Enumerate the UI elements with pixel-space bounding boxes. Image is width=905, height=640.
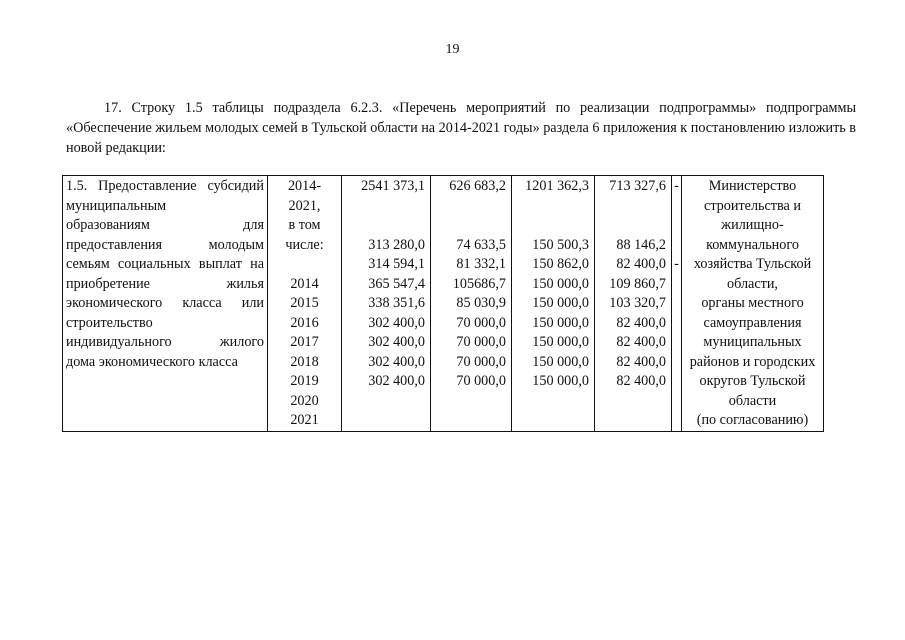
total-funding-value [345, 197, 425, 217]
description-cell [63, 176, 268, 432]
federal-funding-value: 105686,7 [452, 275, 506, 292]
regional-funding-value [515, 197, 589, 217]
description-line: дома экономического класса [66, 353, 238, 370]
total-funding-value: 2541 373,1 [361, 178, 425, 194]
other-funding-value [672, 275, 681, 295]
other-funding-value [672, 197, 681, 217]
year-line [271, 255, 338, 275]
other-funding-value [672, 353, 681, 373]
year-line: 2021, [288, 197, 321, 214]
year-line: 2019 [290, 373, 319, 389]
responsible-line: округов Тульской [699, 373, 806, 389]
total-funding-value: 365 547,4 [368, 275, 425, 292]
description-line: строительство [66, 314, 153, 331]
regional-funding-value: 150 000,0 [532, 373, 589, 389]
total-funding-cell [342, 176, 431, 432]
regional-funding-value: 150 000,0 [532, 314, 589, 331]
other-funding-value: - [674, 178, 679, 194]
federal-funding-value: 70 000,0 [456, 314, 506, 331]
other-funding-value [672, 314, 681, 334]
federal-funding-value: 85 030,9 [456, 295, 506, 311]
local-funding-value: 82 400,0 [616, 256, 666, 272]
responsible-line: (по согласованию) [696, 412, 809, 428]
other-funding-value [672, 236, 681, 256]
intro-text: 17. Строку 1.5 таблицы подраздела 6.2.3. «Перечень мероприятий по реализации подпрограммы» подпрограммы «Обеспечение жильем молодых семей в Тульской области на 2014-2021 годы» раздела 6 приложения к постановлению изложить в новой редакции: [66, 100, 856, 156]
total-funding-value: 302 400,0 [368, 334, 425, 350]
other-funding-value [672, 372, 681, 392]
regional-funding-value [515, 392, 589, 412]
local-funding-value: 82 400,0 [616, 373, 666, 389]
regional-funding-value [515, 411, 589, 431]
federal-funding-value: 70 000,0 [456, 353, 506, 370]
federal-funding-value [434, 197, 506, 217]
year-line: 2014- [287, 178, 322, 194]
total-funding-value: 302 400,0 [368, 353, 425, 370]
measures-table [62, 175, 824, 432]
responsible-line: хозяйства Тульской [693, 256, 812, 272]
total-funding-value: 338 351,6 [368, 295, 425, 311]
description-line: семьям социальных выплат на [66, 256, 264, 272]
federal-funding-value: 626 683,2 [449, 178, 506, 194]
description-line: образованиям для [66, 217, 264, 233]
responsible-line: строительства и [704, 197, 801, 214]
total-funding-value [345, 216, 425, 236]
regional-funding-value: 150 000,0 [532, 275, 589, 292]
regional-funding-cell [512, 176, 595, 432]
total-funding-value: 302 400,0 [368, 373, 425, 389]
responsible-line: области [728, 392, 777, 409]
description-line: экономического класса или [66, 295, 264, 311]
year-line: 2015 [290, 295, 319, 311]
responsible-cell [682, 176, 824, 432]
local-funding-cell [595, 176, 672, 432]
year-line: 2017 [290, 334, 319, 350]
year-line: в том [288, 217, 321, 233]
year-line: 2018 [290, 353, 319, 370]
other-funding-value [672, 411, 681, 431]
local-funding-value: 103 320,7 [609, 295, 666, 311]
other-funding-value [672, 392, 681, 412]
total-funding-value: 313 280,0 [368, 236, 425, 253]
intro-paragraph [66, 98, 856, 158]
local-funding-value: 713 327,6 [609, 178, 666, 194]
description-line: предоставления молодым [66, 236, 264, 253]
regional-funding-value: 150 862,0 [532, 256, 589, 272]
federal-funding-value: 81 332,1 [456, 256, 506, 272]
responsible-line: Министерство [708, 178, 797, 194]
local-funding-value [598, 392, 666, 412]
total-funding-value: 302 400,0 [368, 314, 425, 331]
local-funding-value: 88 146,2 [616, 236, 666, 253]
year-line: 2020 [290, 392, 319, 409]
total-funding-value [345, 411, 425, 431]
federal-funding-value: 70 000,0 [456, 334, 506, 350]
total-funding-value [345, 392, 425, 412]
local-funding-value: 82 400,0 [616, 353, 666, 370]
other-funding-value [672, 294, 681, 314]
regional-funding-value: 1201 362,3 [525, 178, 589, 194]
responsible-line: самоуправления [703, 314, 802, 331]
responsible-line: районов и городских [689, 353, 816, 370]
responsible-line: жилищно- [721, 217, 784, 233]
federal-funding-value: 74 633,5 [456, 236, 506, 253]
regional-funding-value: 150 000,0 [532, 353, 589, 370]
description-line: приобретение жилья [66, 275, 264, 292]
table-row [63, 176, 824, 432]
regional-funding-value [515, 216, 589, 236]
description-line: 1.5. Предоставление субсидий [66, 178, 264, 194]
responsible-line: коммунального [706, 236, 799, 253]
year-line: 2021 [290, 412, 319, 428]
local-funding-value [598, 216, 666, 236]
year-line: 2014 [290, 275, 319, 292]
year-cell [268, 176, 342, 432]
local-funding-value: 82 400,0 [616, 334, 666, 350]
other-funding-value [672, 333, 681, 353]
other-funding-value [672, 216, 681, 236]
other-funding-cell [672, 176, 682, 432]
other-funding-value: - [674, 256, 679, 272]
regional-funding-value: 150 500,3 [532, 236, 589, 253]
federal-funding-value [434, 392, 506, 412]
federal-funding-value: 70 000,0 [456, 373, 506, 389]
federal-funding-value [434, 411, 506, 431]
regional-funding-value: 150 000,0 [532, 334, 589, 350]
local-funding-value [598, 411, 666, 431]
description-line: индивидуального жилого [66, 334, 264, 350]
responsible-line: органы местного [701, 295, 804, 311]
page-number: 19 [445, 42, 460, 57]
responsible-line: области, [727, 275, 778, 292]
local-funding-value: 82 400,0 [616, 314, 666, 331]
federal-funding-cell [431, 176, 512, 432]
federal-funding-value [434, 216, 506, 236]
regional-funding-value: 150 000,0 [532, 295, 589, 311]
local-funding-value: 109 860,7 [609, 275, 666, 292]
responsible-line: муниципальных [703, 334, 802, 350]
year-line: числе: [285, 236, 324, 253]
description-line: муниципальным [66, 197, 167, 214]
local-funding-value [598, 197, 666, 217]
total-funding-value: 314 594,1 [368, 256, 425, 272]
year-line: 2016 [290, 314, 319, 331]
